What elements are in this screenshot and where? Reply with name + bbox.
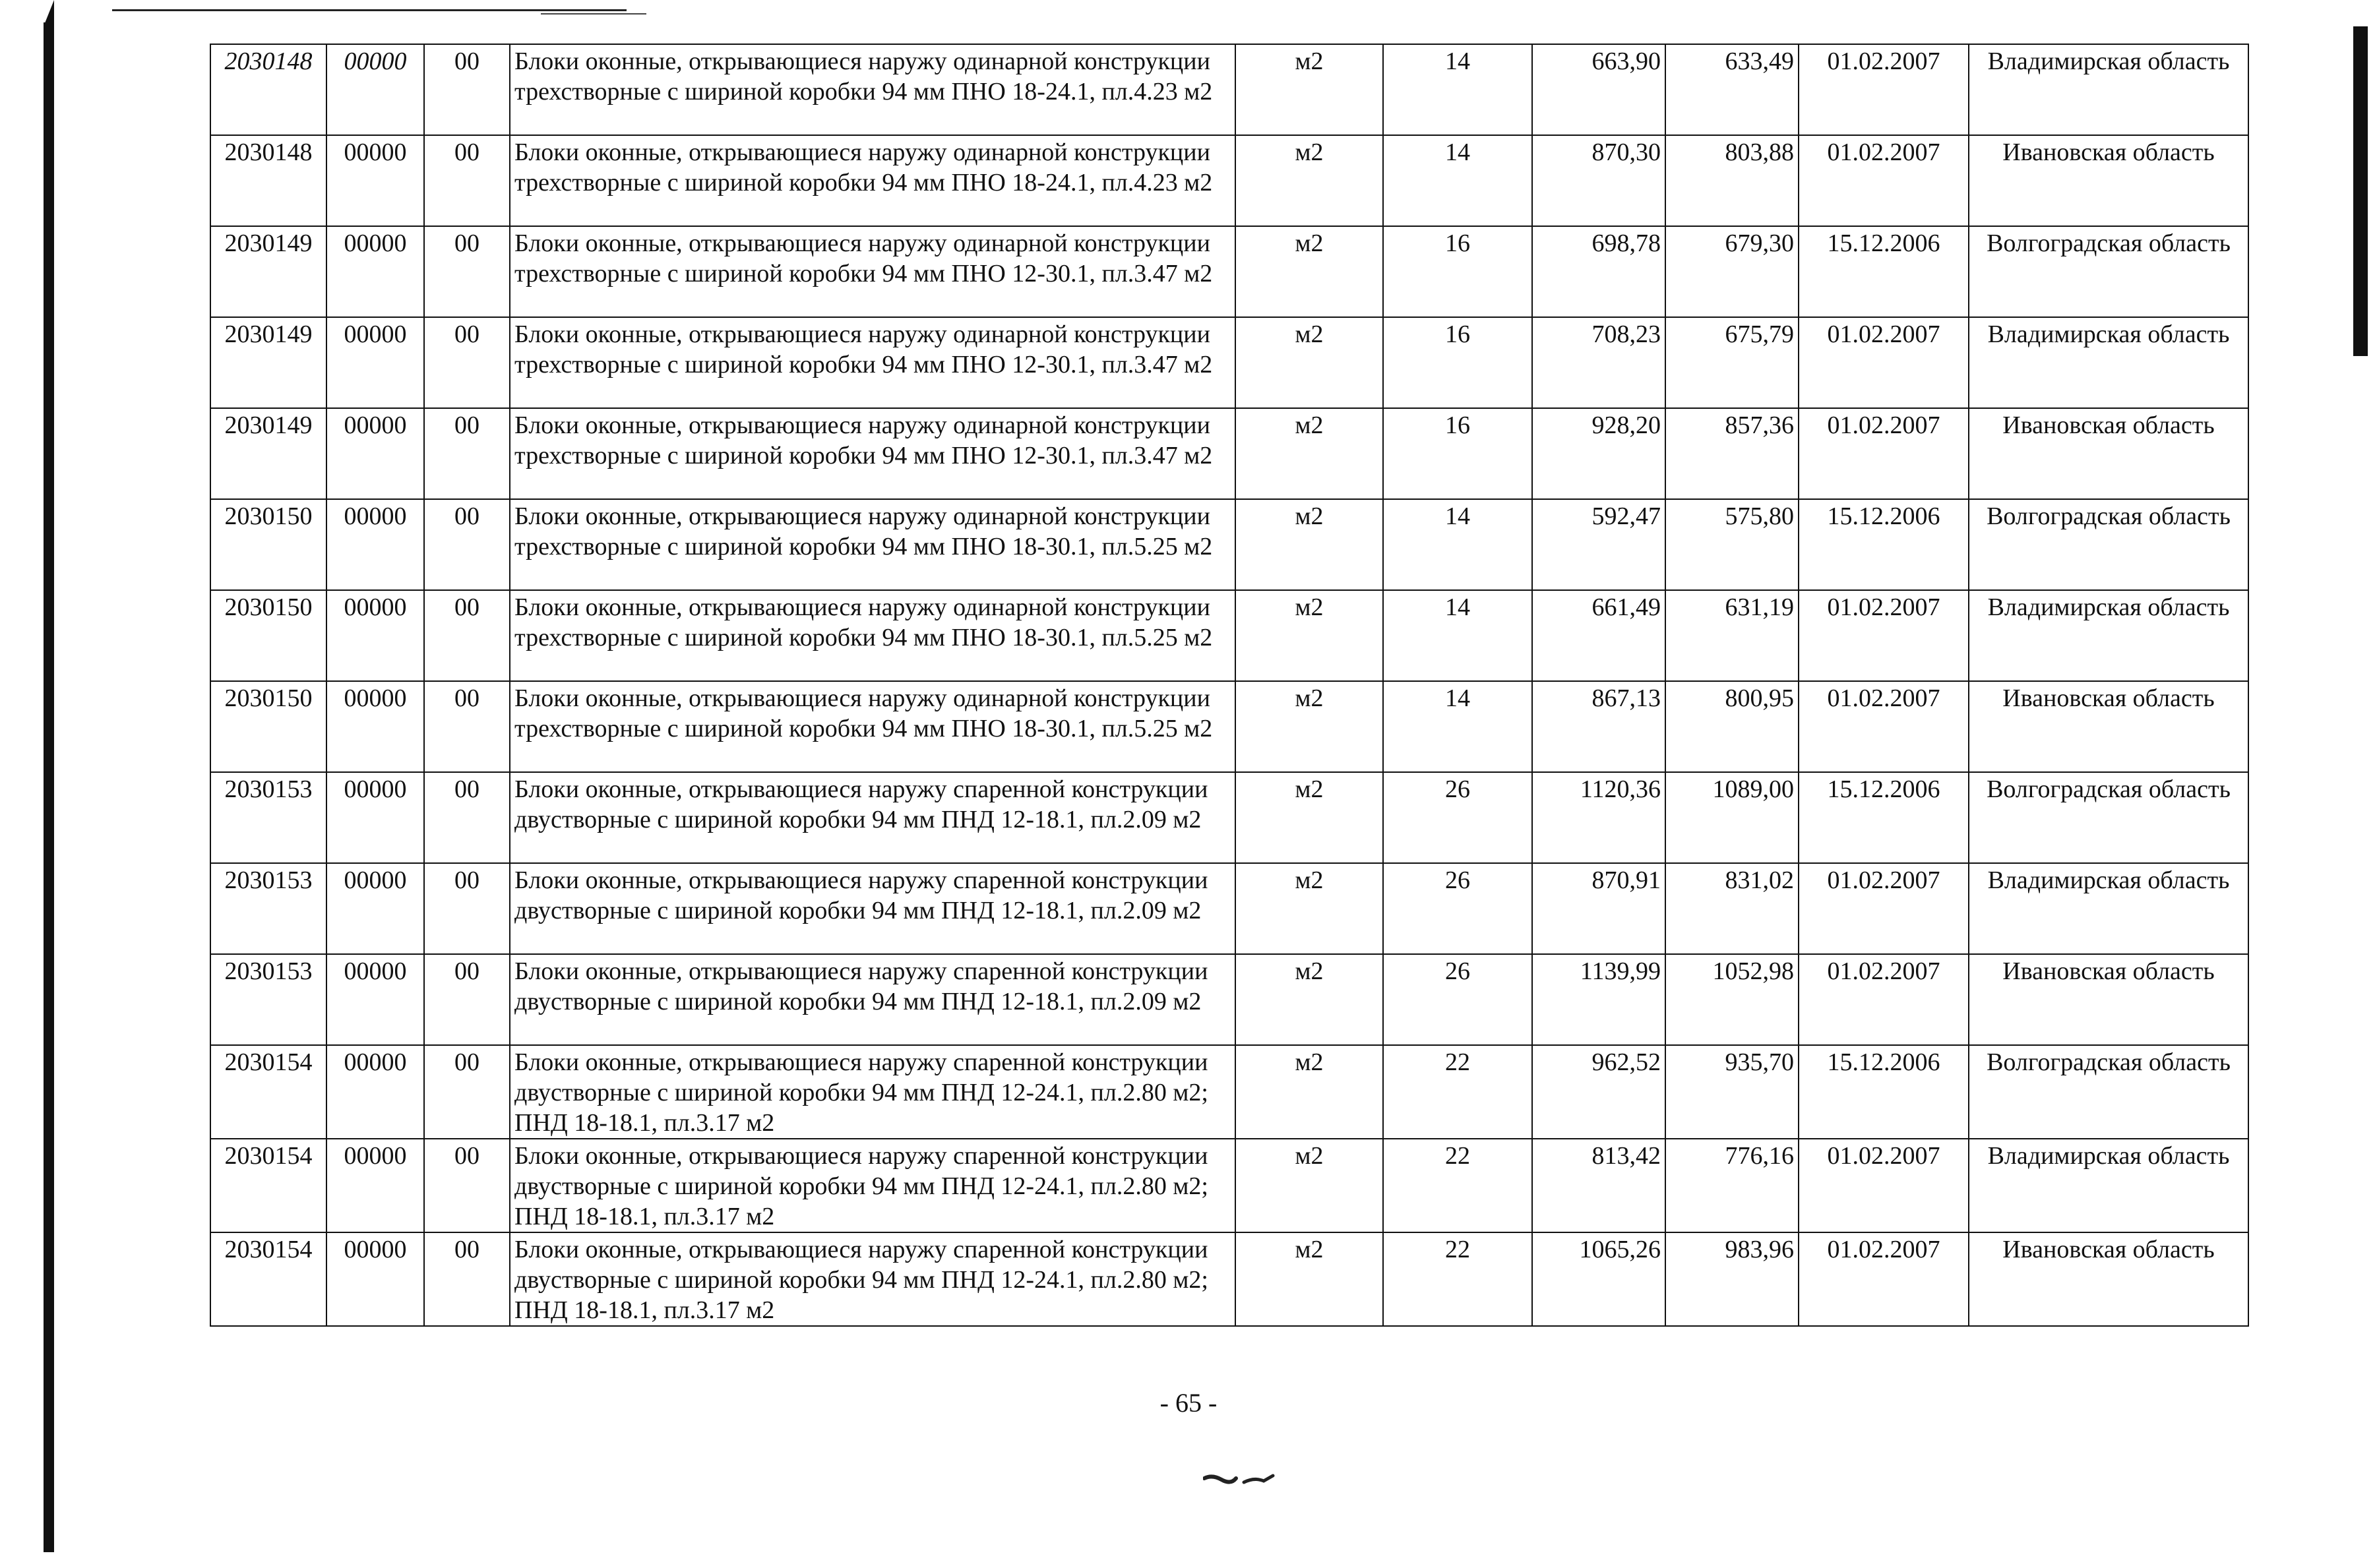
- item-code-cell: 2030154: [210, 1045, 326, 1139]
- item-code-cell: 2030150: [210, 590, 326, 681]
- pen-mark: [1203, 1469, 1276, 1489]
- date-cell: 01.02.2007: [1799, 317, 1969, 408]
- scan-edge-artifact: [44, 22, 54, 1552]
- item-code-cell: 2030153: [210, 954, 326, 1045]
- price-cell: 698,78: [1532, 226, 1665, 317]
- table-row: [210, 44, 2248, 135]
- date-cell: 15.12.2006: [1799, 226, 1969, 317]
- unit-cell: м2: [1235, 226, 1383, 317]
- price-cell: 661,49: [1532, 590, 1665, 681]
- quantity-cell: 22: [1383, 1232, 1532, 1326]
- description-cell: Блоки оконные, открывающиеся наружу спаренной конструкции двустворные с шириной коробки 94 мм ПНД 12-24.1, пл.2.80 м2; ПНД 18-18.1, пл.3.17 м2: [510, 1045, 1235, 1139]
- table-row: [210, 590, 2248, 681]
- region-cell: Волгоградская область: [1969, 1045, 2248, 1139]
- item-code-cell: 2030150: [210, 499, 326, 590]
- description-cell: Блоки оконные, открывающиеся наружу спаренной конструкции двустворные с шириной коробки 94 мм ПНД 12-24.1, пл.2.80 м2; ПНД 18-18.1, пл.3.17 м2: [510, 1139, 1235, 1232]
- price-cell: 1139,99: [1532, 954, 1665, 1045]
- price-cell: 928,20: [1532, 408, 1665, 499]
- region-cell: Волгоградская область: [1969, 226, 2248, 317]
- quantity-cell: 14: [1383, 499, 1532, 590]
- item-code-cell: 2030150: [210, 681, 326, 772]
- date-cell: 01.02.2007: [1799, 863, 1969, 954]
- table-row: [210, 226, 2248, 317]
- subcode-cell: 00000: [326, 772, 424, 863]
- price-without-vat-cell: 983,96: [1665, 1232, 1799, 1326]
- region-cell: Ивановская область: [1969, 1232, 2248, 1326]
- quantity-cell: 22: [1383, 1045, 1532, 1139]
- unit-cell: м2: [1235, 1232, 1383, 1326]
- table-row: [210, 135, 2248, 226]
- region-cell: Ивановская область: [1969, 135, 2248, 226]
- scan-edge-artifact: [2353, 26, 2368, 356]
- description-cell: Блоки оконные, открывающиеся наружу одинарной конструкции трехстворные с шириной коробки 94 мм ПНО 12-30.1, пл.3.47 м2: [510, 317, 1235, 408]
- region-cell: Владимирская область: [1969, 590, 2248, 681]
- number-cell: 00: [424, 1232, 510, 1326]
- page-number: - 65 -: [1159, 1388, 1218, 1418]
- description-cell: Блоки оконные, открывающиеся наружу одинарной конструкции трехстворные с шириной коробки 94 мм ПНО 18-24.1, пл.4.23 м2: [510, 44, 1235, 135]
- quantity-cell: 16: [1383, 317, 1532, 408]
- item-code-cell: 2030148: [210, 44, 326, 135]
- number-cell: 00: [424, 863, 510, 954]
- number-cell: 00: [424, 226, 510, 317]
- number-cell: 00: [424, 1139, 510, 1232]
- price-cell: 663,90: [1532, 44, 1665, 135]
- description-cell: Блоки оконные, открывающиеся наружу спаренной конструкции двустворные с шириной коробки 94 мм ПНД 12-18.1, пл.2.09 м2: [510, 863, 1235, 954]
- date-cell: 01.02.2007: [1799, 408, 1969, 499]
- scan-line-artifact: [541, 13, 646, 15]
- unit-cell: м2: [1235, 44, 1383, 135]
- date-cell: 01.02.2007: [1799, 590, 1969, 681]
- region-cell: Владимирская область: [1969, 1139, 2248, 1232]
- date-cell: 15.12.2006: [1799, 772, 1969, 863]
- description-cell: Блоки оконные, открывающиеся наружу одинарной конструкции трехстворные с шириной коробки 94 мм ПНО 12-30.1, пл.3.47 м2: [510, 226, 1235, 317]
- table-row: [210, 317, 2248, 408]
- number-cell: 00: [424, 590, 510, 681]
- item-code-cell: 2030149: [210, 226, 326, 317]
- description-cell: Блоки оконные, открывающиеся наружу спаренной конструкции двустворные с шириной коробки 94 мм ПНД 12-24.1, пл.2.80 м2; ПНД 18-18.1, пл.3.17 м2: [510, 1232, 1235, 1326]
- quantity-cell: 26: [1383, 863, 1532, 954]
- unit-cell: м2: [1235, 135, 1383, 226]
- price-table-body: [210, 44, 2248, 1326]
- item-code-cell: 2030154: [210, 1139, 326, 1232]
- table-row: [210, 954, 2248, 1045]
- unit-cell: м2: [1235, 1139, 1383, 1232]
- table-row: [210, 499, 2248, 590]
- subcode-cell: 00000: [326, 681, 424, 772]
- item-code-cell: 2030154: [210, 1232, 326, 1326]
- item-code-cell: 2030149: [210, 408, 326, 499]
- price-table: [210, 44, 2249, 1327]
- table-row: [210, 1232, 2248, 1326]
- scan-line-artifact: [112, 9, 627, 11]
- price-cell: 708,23: [1532, 317, 1665, 408]
- price-cell: 813,42: [1532, 1139, 1665, 1232]
- region-cell: Волгоградская область: [1969, 772, 2248, 863]
- price-cell: 867,13: [1532, 681, 1665, 772]
- quantity-cell: 14: [1383, 590, 1532, 681]
- quantity-cell: 16: [1383, 408, 1532, 499]
- price-cell: 592,47: [1532, 499, 1665, 590]
- price-without-vat-cell: 803,88: [1665, 135, 1799, 226]
- table-row: [210, 772, 2248, 863]
- table-row: [210, 863, 2248, 954]
- region-cell: Волгоградская область: [1969, 499, 2248, 590]
- quantity-cell: 14: [1383, 681, 1532, 772]
- item-code-cell: 2030153: [210, 863, 326, 954]
- price-without-vat-cell: 776,16: [1665, 1139, 1799, 1232]
- description-cell: Блоки оконные, открывающиеся наружу одинарной конструкции трехстворные с шириной коробки 94 мм ПНО 18-30.1, пл.5.25 м2: [510, 590, 1235, 681]
- region-cell: Ивановская область: [1969, 681, 2248, 772]
- number-cell: 00: [424, 499, 510, 590]
- region-cell: Владимирская область: [1969, 317, 2248, 408]
- number-cell: 00: [424, 44, 510, 135]
- description-cell: Блоки оконные, открывающиеся наружу одинарной конструкции трехстворные с шириной коробки 94 мм ПНО 18-24.1, пл.4.23 м2: [510, 135, 1235, 226]
- region-cell: Владимирская область: [1969, 44, 2248, 135]
- quantity-cell: 16: [1383, 226, 1532, 317]
- unit-cell: м2: [1235, 317, 1383, 408]
- price-cell: 1120,36: [1532, 772, 1665, 863]
- subcode-cell: 00000: [326, 954, 424, 1045]
- quantity-cell: 14: [1383, 44, 1532, 135]
- date-cell: 01.02.2007: [1799, 1232, 1969, 1326]
- description-cell: Блоки оконные, открывающиеся наружу одинарной конструкции трехстворные с шириной коробки 94 мм ПНО 12-30.1, пл.3.47 м2: [510, 408, 1235, 499]
- table-row: [210, 1045, 2248, 1139]
- price-without-vat-cell: 1089,00: [1665, 772, 1799, 863]
- quantity-cell: 26: [1383, 954, 1532, 1045]
- price-without-vat-cell: 1052,98: [1665, 954, 1799, 1045]
- price-without-vat-cell: 679,30: [1665, 226, 1799, 317]
- quantity-cell: 22: [1383, 1139, 1532, 1232]
- price-cell: 962,52: [1532, 1045, 1665, 1139]
- table-row: [210, 681, 2248, 772]
- date-cell: 01.02.2007: [1799, 681, 1969, 772]
- quantity-cell: 26: [1383, 772, 1532, 863]
- number-cell: 00: [424, 408, 510, 499]
- region-cell: Ивановская область: [1969, 408, 2248, 499]
- subcode-cell: 00000: [326, 408, 424, 499]
- unit-cell: м2: [1235, 863, 1383, 954]
- unit-cell: м2: [1235, 1045, 1383, 1139]
- price-without-vat-cell: 675,79: [1665, 317, 1799, 408]
- subcode-cell: 00000: [326, 135, 424, 226]
- subcode-cell: 00000: [326, 1232, 424, 1326]
- table-row: [210, 408, 2248, 499]
- number-cell: 00: [424, 317, 510, 408]
- subcode-cell: 00000: [326, 1045, 424, 1139]
- price-without-vat-cell: 575,80: [1665, 499, 1799, 590]
- quantity-cell: 14: [1383, 135, 1532, 226]
- unit-cell: м2: [1235, 681, 1383, 772]
- price-cell: 870,91: [1532, 863, 1665, 954]
- unit-cell: м2: [1235, 954, 1383, 1045]
- unit-cell: м2: [1235, 772, 1383, 863]
- unit-cell: м2: [1235, 499, 1383, 590]
- region-cell: Владимирская область: [1969, 863, 2248, 954]
- region-cell: Ивановская область: [1969, 954, 2248, 1045]
- subcode-cell: 00000: [326, 317, 424, 408]
- subcode-cell: 00000: [326, 590, 424, 681]
- item-code-cell: 2030153: [210, 772, 326, 863]
- description-cell: Блоки оконные, открывающиеся наружу одинарной конструкции трехстворные с шириной коробки 94 мм ПНО 18-30.1, пл.5.25 м2: [510, 499, 1235, 590]
- subcode-cell: 00000: [326, 863, 424, 954]
- description-cell: Блоки оконные, открывающиеся наружу спаренной конструкции двустворные с шириной коробки 94 мм ПНД 12-18.1, пл.2.09 м2: [510, 954, 1235, 1045]
- item-code-cell: 2030149: [210, 317, 326, 408]
- number-cell: 00: [424, 954, 510, 1045]
- table-row: [210, 1139, 2248, 1232]
- number-cell: 00: [424, 772, 510, 863]
- price-without-vat-cell: 800,95: [1665, 681, 1799, 772]
- date-cell: 15.12.2006: [1799, 499, 1969, 590]
- subcode-cell: 00000: [326, 1139, 424, 1232]
- unit-cell: м2: [1235, 590, 1383, 681]
- number-cell: 00: [424, 135, 510, 226]
- price-without-vat-cell: 831,02: [1665, 863, 1799, 954]
- description-cell: Блоки оконные, открывающиеся наружу спаренной конструкции двустворные с шириной коробки 94 мм ПНД 12-18.1, пл.2.09 м2: [510, 772, 1235, 863]
- date-cell: 01.02.2007: [1799, 1139, 1969, 1232]
- price-without-vat-cell: 935,70: [1665, 1045, 1799, 1139]
- subcode-cell: 00000: [326, 44, 424, 135]
- description-cell: Блоки оконные, открывающиеся наружу одинарной конструкции трехстворные с шириной коробки 94 мм ПНО 18-30.1, пл.5.25 м2: [510, 681, 1235, 772]
- price-without-vat-cell: 857,36: [1665, 408, 1799, 499]
- unit-cell: м2: [1235, 408, 1383, 499]
- date-cell: 01.02.2007: [1799, 44, 1969, 135]
- price-without-vat-cell: 633,49: [1665, 44, 1799, 135]
- subcode-cell: 00000: [326, 226, 424, 317]
- subcode-cell: 00000: [326, 499, 424, 590]
- date-cell: 01.02.2007: [1799, 954, 1969, 1045]
- price-without-vat-cell: 631,19: [1665, 590, 1799, 681]
- price-cell: 1065,26: [1532, 1232, 1665, 1326]
- number-cell: 00: [424, 681, 510, 772]
- date-cell: 15.12.2006: [1799, 1045, 1969, 1139]
- number-cell: 00: [424, 1045, 510, 1139]
- date-cell: 01.02.2007: [1799, 135, 1969, 226]
- price-cell: 870,30: [1532, 135, 1665, 226]
- item-code-cell: 2030148: [210, 135, 326, 226]
